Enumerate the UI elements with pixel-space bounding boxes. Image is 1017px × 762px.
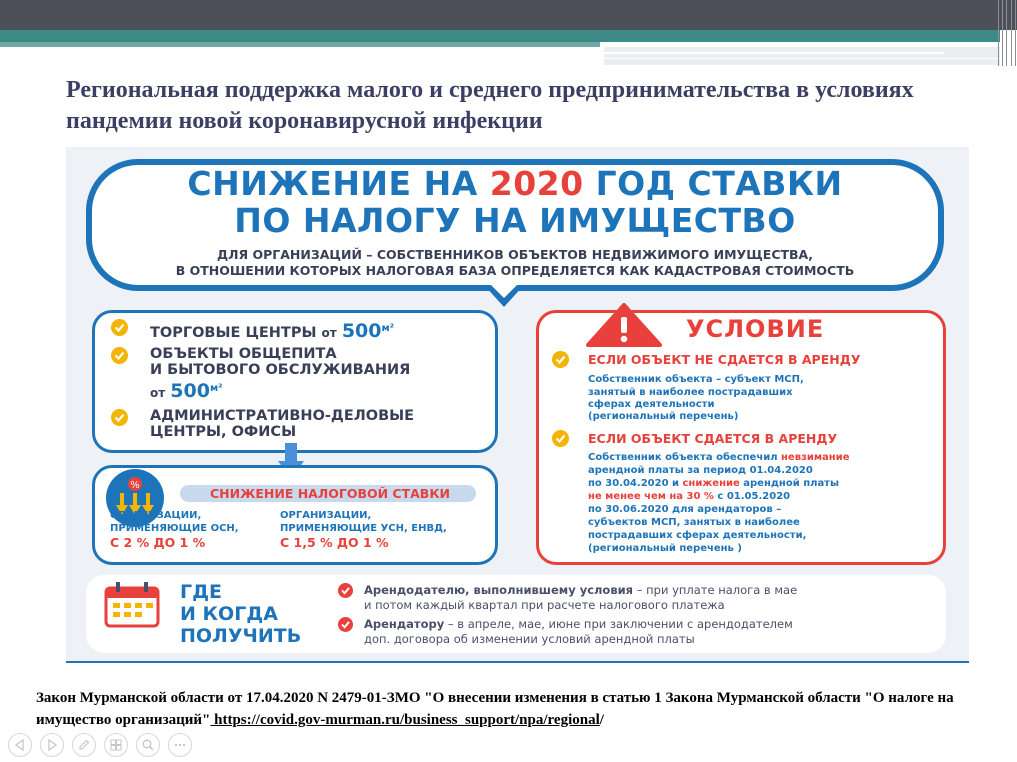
- subtitle-line1: ДЛЯ ОРГАНИЗАЦИЙ – СОБСТВЕННИКОВ ОБЪЕКТОВ НЕДВИЖИМОГО ИМУЩЕСТВА,: [217, 247, 813, 262]
- next-slide-button[interactable]: [40, 733, 64, 757]
- where-row1: [364, 583, 797, 597]
- bubble-tail: [484, 285, 524, 307]
- case1-line1: Собственник объекта – субъект МСП,: [588, 374, 804, 385]
- object-item-2-area-row: [150, 380, 223, 402]
- checkmark-icon: [111, 347, 128, 364]
- header-teal-stripe: [0, 42, 600, 47]
- checkmark-icon: [111, 409, 128, 426]
- case1-line4: (региональный перечень): [588, 411, 739, 422]
- headline-year: 2020: [489, 164, 584, 203]
- case2-line1-a: Собственник объекта обеспечил: [588, 452, 782, 463]
- checkmark-icon: [552, 351, 569, 368]
- where-row2-line2: доп. договора об изменении условий арендной платы: [364, 632, 695, 646]
- where-title: [180, 581, 301, 647]
- case2-line1-b: невзимание: [781, 452, 850, 463]
- case2-line3-a: по 30.04.2020 и: [588, 478, 683, 489]
- where-row2: [364, 617, 793, 631]
- check-red-icon: [338, 617, 353, 632]
- reduction-title: СНИЖЕНИЕ НАЛОГОВОЙ СТАВКИ: [209, 486, 451, 501]
- headline-line2: ПО НАЛОГУ НА ИМУЩЕСТВО: [234, 201, 796, 240]
- osn-line2: ПРИМЕНЯЮЩИЕ ОСН,: [110, 523, 239, 534]
- where-row1-bold: Арендодателю, выполнившему условия: [364, 583, 634, 597]
- object-item-1-from: от: [321, 325, 337, 340]
- where-title-l2: И КОГДА: [180, 603, 278, 625]
- header-teal-band: [0, 30, 1000, 42]
- object-item-3-line1: АДМИНИСТРАТИВНО-ДЕЛОВЫЕ: [150, 408, 415, 424]
- law-reference-text: Закон Мурманской области от 17.04.2020 N 2479-01-ЗМО "О внесении изменения в статью 1 Закона Мурманской области "О налоге на имущество организаций": [36, 690, 954, 728]
- case2-line5: по 30.06.2020 для арендаторов –: [588, 504, 782, 515]
- usn-line2: ПРИМЕНЯЮЩИЕ УСН, ЕНВД,: [280, 523, 447, 534]
- condition-title: УСЛОВИЕ: [686, 315, 825, 343]
- headline-line1-start: СНИЖЕНИЕ НА: [187, 164, 490, 203]
- slides-grid-icon: [109, 738, 123, 752]
- object-item-1-label: ТОРГОВЫЕ ЦЕНТРЫ: [150, 324, 317, 341]
- more-button[interactable]: [168, 733, 192, 757]
- headline-subtitle: [96, 247, 934, 279]
- case2-line4-b: с 01.05.2020: [713, 491, 791, 502]
- where-row1-rest: – при уплате налога в мае: [633, 583, 798, 597]
- law-reference-tail: /: [599, 712, 604, 728]
- previous-slide-icon: [13, 738, 27, 752]
- object-item-1-unit: м²: [381, 323, 395, 334]
- pen-button[interactable]: [72, 733, 96, 757]
- object-item-2-area: 500: [170, 379, 210, 402]
- slide-title: Региональная поддержка малого и среднего предпринимательства в условиях пандемии новой коронавирусной инфекции: [66, 77, 914, 134]
- case2-line4: [588, 490, 790, 503]
- case1-title: ЕСЛИ ОБЪЕКТ НЕ СДАЕТСЯ В АРЕНДУ: [588, 352, 861, 367]
- where-row1-line2: и потом каждый квартал при расчете налогового платежа: [364, 598, 725, 612]
- case2-line4-a: не менее чем на 30 %: [588, 491, 714, 502]
- previous-slide-button[interactable]: [8, 733, 32, 757]
- zoom-icon: [141, 738, 155, 752]
- header-band: [0, 0, 1017, 30]
- header-line: [604, 52, 944, 54]
- object-item-2-line2: И БЫТОВОГО ОБСЛУЖИВАНИЯ: [150, 362, 411, 378]
- where-row2-rest: – в апреле, мае, июне при заключении с арендодателем: [444, 617, 793, 631]
- more-icon: [173, 738, 187, 752]
- law-reference: [36, 687, 996, 731]
- check-red-icon: [338, 583, 353, 598]
- object-item-2-unit: м²: [209, 383, 223, 394]
- where-row2-bold: Арендатору: [364, 617, 445, 631]
- headline-line1-end: ГОД СТАВКИ: [583, 164, 843, 203]
- osn-line1: ОРГАНИЗАЦИИ,: [110, 510, 202, 521]
- infographic-bottom-line: [66, 661, 969, 663]
- header-line: [604, 58, 1000, 59]
- where-title-l3: ПОЛУЧИТЬ: [180, 625, 302, 647]
- object-item-2-from: от: [150, 385, 166, 400]
- slideshow-nav: [8, 733, 192, 759]
- case2-line7: пострадавших сферах деятельности,: [588, 530, 807, 541]
- checkmark-icon: [552, 430, 569, 447]
- checkmark-icon: [111, 319, 128, 336]
- case2-line3-c: арендной платы: [739, 478, 840, 489]
- object-item-1-area: 500: [341, 319, 382, 342]
- usn-line1: ОРГАНИЗАЦИИ,: [280, 510, 372, 521]
- pen-icon: [77, 738, 91, 752]
- case2-line3-b: снижение: [682, 478, 740, 489]
- osn-rate: С 2 % ДО 1 %: [110, 535, 206, 550]
- infographic: [66, 147, 969, 662]
- where-title-l1: ГДЕ: [180, 581, 223, 603]
- object-item-1: [150, 320, 394, 342]
- slides-grid-button[interactable]: [104, 733, 128, 757]
- subtitle-line2: В ОТНОШЕНИИ КОТОРЫХ НАЛОГОВАЯ БАЗА ОПРЕДЕЛЯЕТСЯ КАК КАДАСТРОВАЯ СТОИМОСТЬ: [175, 263, 855, 278]
- svg-text:%: %: [130, 480, 140, 491]
- warning-icon: [586, 303, 662, 347]
- header-vertical-lines: [996, 0, 1017, 66]
- zoom-button[interactable]: [136, 733, 160, 757]
- object-item-2-line1: ОБЪЕКТЫ ОБЩЕПИТА: [150, 346, 337, 362]
- case2-line1: [588, 451, 849, 464]
- case2-title: ЕСЛИ ОБЪЕКТ СДАЕТСЯ В АРЕНДУ: [588, 431, 838, 446]
- usn-rate: С 1,5 % ДО 1 %: [280, 535, 389, 550]
- case1-line3: сферах деятельности: [588, 399, 715, 410]
- law-reference-link[interactable]: https://covid.gov-murman.ru/business_support/npa/regional: [210, 712, 600, 728]
- header-light-band: [604, 47, 1000, 65]
- calendar-icon: [104, 582, 160, 628]
- case2-line2: арендной платы за период 01.04.2020: [588, 465, 813, 476]
- case2-line8: (региональный перечень ): [588, 543, 742, 554]
- case2-line6: субъектов МСП, занятых в наиболее: [588, 517, 800, 528]
- case2-line3: [588, 477, 839, 490]
- headline: [92, 165, 938, 239]
- case1-line2: занятый в наиболее пострадавших: [588, 387, 793, 398]
- object-item-3-line2: ЦЕНТРЫ, ОФИСЫ: [150, 424, 297, 440]
- next-slide-icon: [45, 738, 59, 752]
